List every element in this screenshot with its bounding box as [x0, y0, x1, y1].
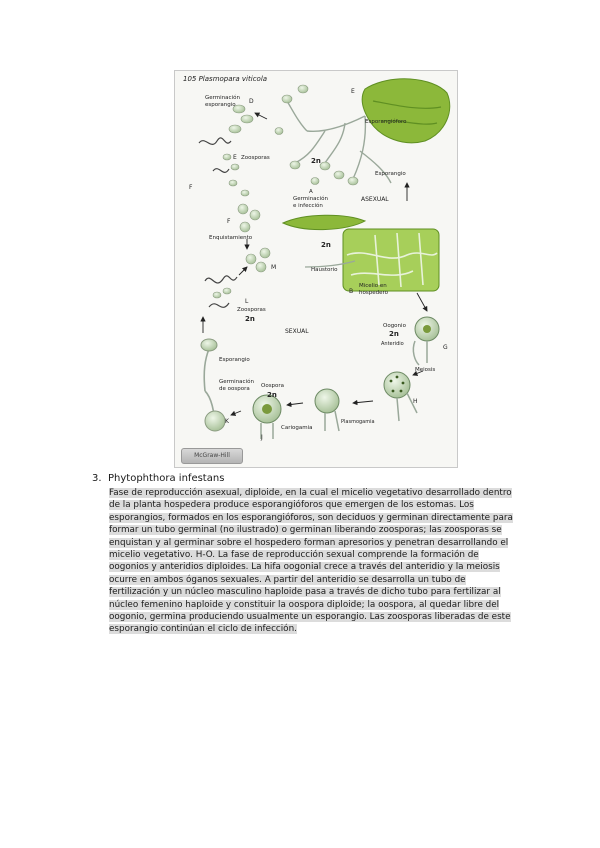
body-line: micelio vegetativo. H-O. La fase de reproducción sexual comprende la formación de	[109, 550, 479, 561]
life-cycle-illustration	[175, 71, 457, 467]
label-2n-top: 2n	[311, 157, 321, 165]
body-line: esporangios, formados en los esporangióforos, son deciduos y germinan directamente para	[109, 512, 513, 523]
host-tissue-mycelium	[343, 229, 439, 291]
label-oospora: Oospora	[261, 383, 285, 389]
label-F: F	[227, 218, 231, 225]
body-line: oogonios y anteridios diploides. La hifa oogonial crece a través del anteridio y la meiosis	[109, 562, 500, 573]
encysted-zoospores	[238, 204, 260, 232]
label-M: M	[271, 264, 277, 271]
label-G: G	[443, 344, 448, 351]
label-2n-G: 2n	[389, 330, 399, 338]
label-germ-sporangium-2: esporangio	[205, 102, 236, 108]
label-2n-mid: 2n	[321, 241, 331, 249]
body-line: Fase de reproducción asexual, diploide, en la cual el micelio vegetativo desarrollado dentro	[109, 488, 512, 498]
section-body	[109, 487, 529, 636]
plasmogamy-stage	[315, 389, 339, 413]
label-asexual: ASEXUAL	[361, 196, 389, 203]
label-B: B	[349, 288, 354, 295]
publisher-logo: McGraw-Hill	[181, 448, 243, 464]
label-germ-sporangium-1: Germinación	[205, 95, 240, 101]
label-F-left: F	[189, 184, 193, 191]
label-J: J	[261, 434, 263, 441]
host-leaf-infection	[283, 215, 365, 229]
label-2n-J: 2n	[267, 391, 277, 399]
label-2n-L: 2n	[245, 315, 255, 323]
label-E2: E	[233, 154, 237, 161]
label-oogonio: Oogonio	[383, 323, 406, 329]
section-3	[92, 472, 532, 636]
figure-title: 105 Plasmopara viticola	[183, 75, 268, 83]
label-A-infeccion: e infección	[293, 203, 323, 209]
section-heading	[92, 472, 532, 485]
body-line: enquistan y al germinar sobre el hospedero forman apresorios y penetran desarrollando el	[109, 537, 509, 548]
label-sexual: SEXUAL	[285, 328, 309, 335]
body-line: de la planta hospedera produce esporangióforos que emergen de los estomas. Los	[109, 500, 474, 511]
body-line: esporangio continúan el ciclo de infección.	[109, 624, 297, 635]
section-number: 3.	[92, 473, 102, 484]
label-germ-oospora-2: de oospora	[219, 386, 250, 392]
label-E: E	[351, 88, 355, 95]
body-line: formar un tubo germinal (no ilustrado) o germinan liberando zoosporas; las zoosporas se	[109, 525, 502, 536]
label-D: D	[249, 98, 254, 105]
label-zoosporas: Zoosporas	[241, 155, 270, 161]
label-micelio-2: hospedero	[359, 290, 388, 296]
label-esporangioforo: Esporangióforo	[365, 119, 407, 125]
label-A-germinacion: Germinación	[293, 196, 328, 202]
section-title: Phytophthora infestans	[108, 473, 225, 484]
body-line: oogonio, germina produciendo usualmente un esporangio. Las zoosporas liberadas de este	[109, 612, 511, 623]
germinating-sporangia	[229, 105, 253, 133]
label-plasmogamia: Plasmogamia	[341, 419, 375, 425]
body-line: núcleo femenino haploide y constituir la oospora diploide; la oospora, al quedar libre del	[109, 599, 500, 610]
label-A: A	[309, 189, 313, 195]
body-line: ocurre en ambos óganos sexuales. A partir del anteridio se desarrolla un tubo de	[109, 574, 466, 585]
host-leaf-top	[362, 79, 450, 143]
label-haustorio: Haustorio	[311, 267, 338, 273]
label-meiosis: Meiosis	[415, 367, 436, 373]
zoospores-cluster	[246, 248, 270, 272]
label-zoosporas-L: Zoosporas	[237, 307, 266, 313]
label-cariogamia: Cariogamia	[281, 425, 313, 431]
label-germ-oospora-1: Germinación	[219, 379, 254, 385]
label-H: H	[413, 398, 418, 405]
label-micelio-1: Micelio en	[359, 283, 387, 289]
sporangium-left	[201, 339, 217, 351]
label-esporangio-top: Esporangio	[375, 171, 406, 177]
sporangia-top	[275, 85, 358, 185]
label-enquistamiento: Enquistamiento	[209, 235, 253, 241]
label-esporangio-mid: Esporangio	[219, 357, 250, 363]
label-anteridio: Anteridio	[381, 341, 404, 347]
germinating-oospore	[205, 411, 225, 431]
life-cycle-figure	[174, 70, 458, 468]
label-K: K	[225, 418, 229, 425]
body-line: fertilización y un núcleo masculino haploide pasa a través de dicho tubo para fertilizar al	[109, 587, 501, 598]
label-L: L	[245, 298, 249, 305]
